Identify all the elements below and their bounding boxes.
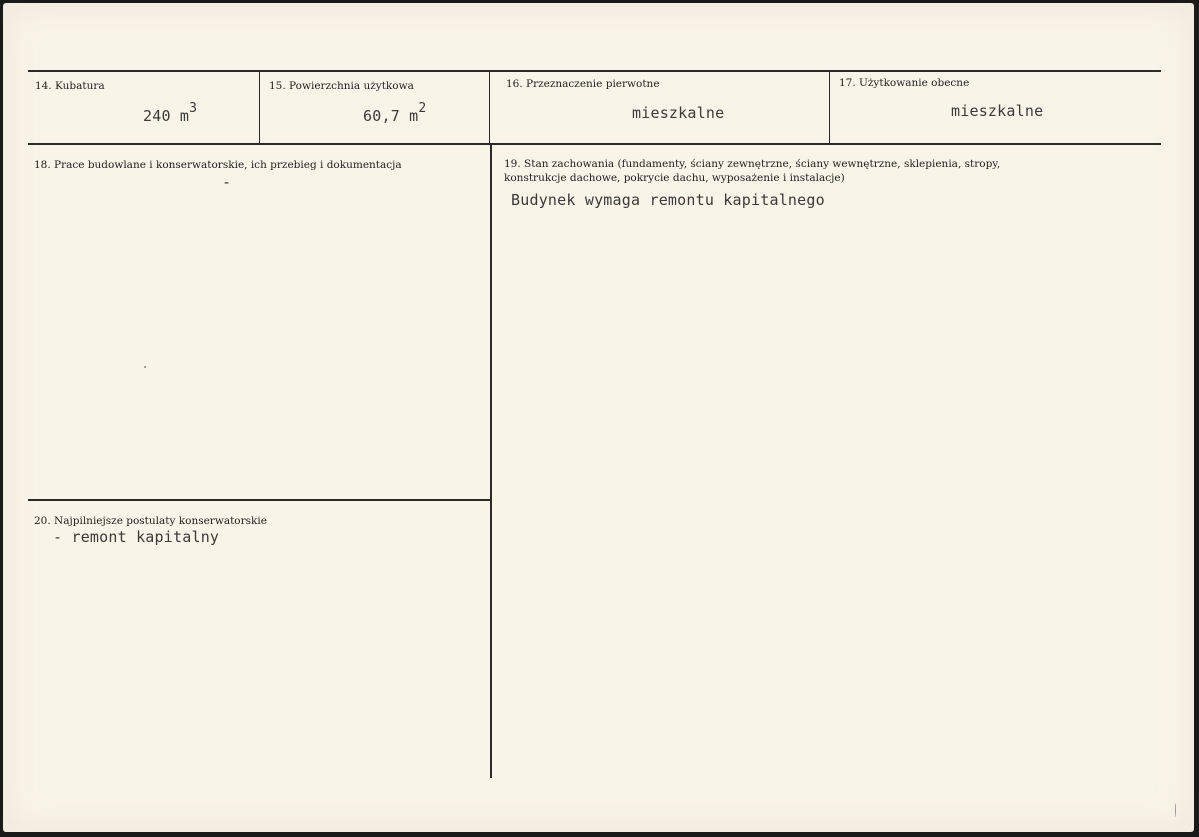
top-rule (28, 70, 1161, 72)
field-14-value (143, 101, 198, 125)
field-19-label-line1: 19. Stan zachowania (fundamenty, ściany zewnętrzne, ściany wewnętrzne, sklepienia, stropy, (504, 158, 1001, 170)
field-15-label: 15. Powierzchnia użytkowa (269, 80, 414, 92)
field-16-value: mieszkalne (632, 104, 725, 122)
field-14-label: 14. Kubatura (35, 80, 105, 92)
field-15-exponent: 2 (418, 101, 427, 116)
row1-bottom-rule (28, 143, 1161, 145)
field-15-value (363, 101, 427, 125)
record-card (3, 3, 1194, 832)
field20-top-rule (28, 499, 490, 501)
field-15-number: 60,7 m (363, 107, 419, 125)
field-19-label-line2: konstrukcje dachowe, pokrycie dachu, wyposażenie i instalacje) (504, 172, 845, 184)
field-17-label: 17. Użytkowanie obecne (839, 77, 970, 89)
scan-speck (1175, 803, 1176, 817)
row1-divider-3 (829, 72, 830, 143)
main-column-divider (490, 145, 492, 778)
field-20-label: 20. Najpilniejsze postulaty konserwatorskie (34, 515, 267, 527)
field-16-label: 16. Przeznaczenie pierwotne (506, 78, 660, 90)
field-18-value: - (222, 173, 232, 191)
field-14-number: 240 m (143, 107, 190, 125)
scan-speck (144, 366, 146, 368)
row1-divider-1 (259, 72, 260, 143)
field-14-exponent: 3 (189, 101, 198, 116)
field-20-value: - remont kapitalny (53, 528, 220, 546)
row1-divider-2 (489, 72, 490, 143)
field-18-label: 18. Prace budowlane i konserwatorskie, ich przebieg i dokumentacja (34, 159, 402, 171)
field-17-value: mieszkalne (951, 102, 1044, 120)
field-19-value: Budynek wymaga remontu kapitalnego (511, 191, 825, 209)
